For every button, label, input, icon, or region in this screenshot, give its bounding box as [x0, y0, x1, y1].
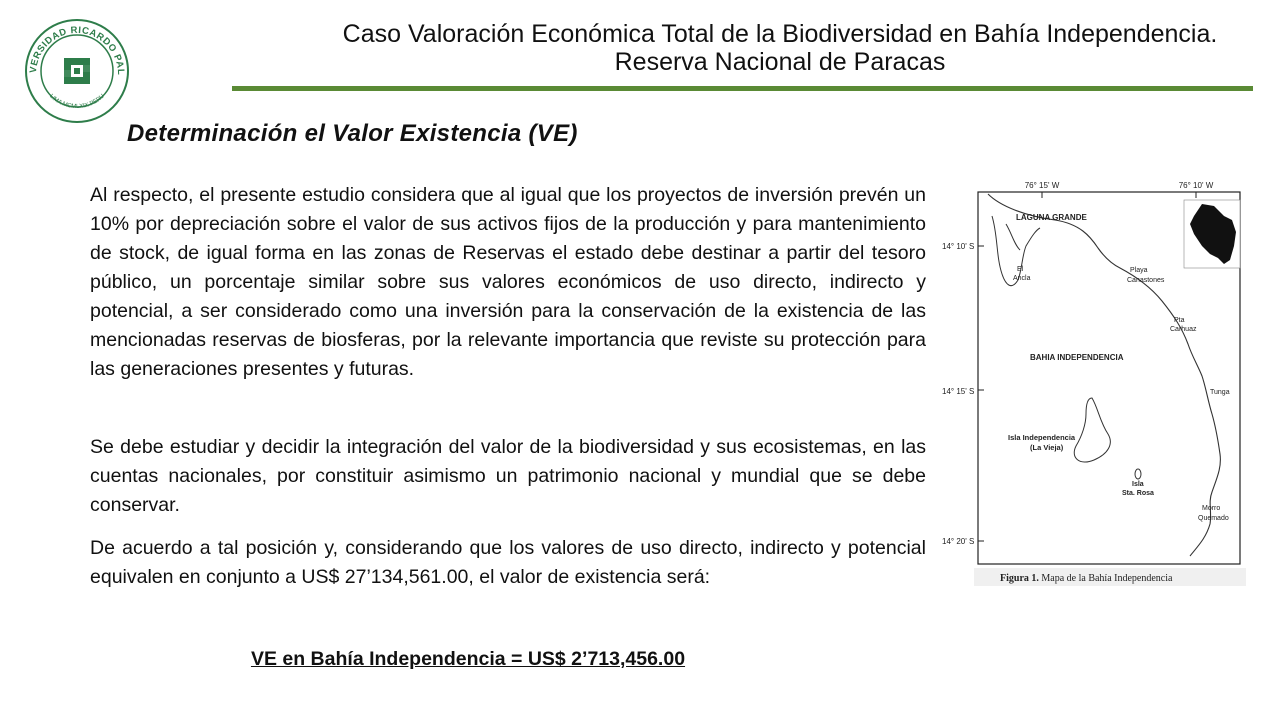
map-lon-label-1: 76° 15' W	[1024, 181, 1060, 190]
section-title: Determinación el Valor Existencia (VE)	[127, 120, 578, 147]
map-label-carhuaz: Carhuaz	[1170, 326, 1197, 333]
peru-inset	[1184, 200, 1240, 268]
map-label-sta-rosa: Sta. Rosa	[1122, 490, 1154, 497]
paragraph-1: Al respecto, el presente estudio considera que al igual que los proyectos de inversión prevén un 10% por depreciación sobre el valor de sus activos fijos de la producción y para mantenimiento de stock, de igual forma en las zonas de Reservas el estado debe destinar a partir del tesoro público, un porcentaje similar sobre sus valores económicos de uso directo, indirecto y potencial, a ser considerado como una inversión para la conservación de la existencia de las mencionadas reservas de biosferas, por la relevante importancia que reviste su protección para las generaciones presentes y futuras.	[90, 184, 926, 380]
map-label-la-vieja: (La Vieja)	[1030, 443, 1064, 452]
header-title-line2: Reserva Nacional de Paracas	[614, 48, 946, 76]
university-logo	[24, 18, 130, 124]
paragraph-2: Se debe estudiar y decidir la integración del valor de la biodiversidad y sus ecosistemas, en las cuentas nacionales, por constituir asimismo un patrimonio nacional y mundial que se debe conservar.	[90, 436, 926, 516]
map-lat-label-2: 14° 15' S	[942, 387, 975, 396]
map-label-laguna-grande: LAGUNA GRANDE	[1016, 213, 1087, 222]
map-figure	[940, 176, 1252, 590]
map-label-quemado: Quemado	[1198, 515, 1229, 522]
map-caption	[1000, 573, 1173, 584]
map-lat-label-3: 14° 20' S	[942, 537, 975, 546]
map-label-el: El	[1017, 266, 1024, 273]
map-label-morro: Morro	[1202, 505, 1221, 512]
paragraph-3: De acuerdo a tal posición y, considerando que los valores de uso directo, indirecto y potencial equivalen en conjunto a US$ 27’134,561.00, el valor de existencia será:	[90, 537, 926, 588]
seal-ring-text: VERSIDAD RICARDO PAL	[27, 24, 127, 76]
map-label-canastones: Canastones	[1127, 277, 1165, 284]
header-divider	[232, 86, 1253, 91]
map-lon-label-2: 76° 10' W	[1178, 181, 1214, 190]
svg-text:UNIVERSIDAD RICARDO PALMA	[24, 18, 126, 76]
map-label-isla: Isla	[1132, 481, 1144, 488]
map-caption-text: Mapa de la Bahía Independencia	[1038, 573, 1173, 584]
seal-bottom-text: LIMA MCMLXIX PERU	[48, 93, 106, 111]
map-label-isla-independencia: Isla Independencia	[1008, 433, 1076, 442]
map-lat-label-1: 14° 10' S	[942, 242, 975, 251]
header-title	[240, 20, 1280, 76]
map-label-bahia-independencia: BAHIA INDEPENDENCIA	[1030, 353, 1124, 362]
map-label-tunga: Tunga	[1210, 389, 1230, 396]
map-label-ancla: Ancla	[1013, 275, 1031, 282]
svg-text:LIMA MCMLXIX PERU	[48, 93, 106, 110]
ve-result: VE en Bahía Independencia = US$ 2’713,456.00	[250, 648, 686, 670]
seal-emblem-icon	[64, 58, 90, 84]
map-label-playa: Playa	[1130, 267, 1148, 274]
header-title-line1: Caso Valoración Económica Total de la Biodiversidad en Bahía Independencia.	[342, 20, 1218, 48]
isla-sta-rosa-shape	[1135, 469, 1141, 479]
map-caption-figure: Figura 1.	[1000, 573, 1039, 584]
map-label-pta: Pta	[1174, 317, 1185, 324]
